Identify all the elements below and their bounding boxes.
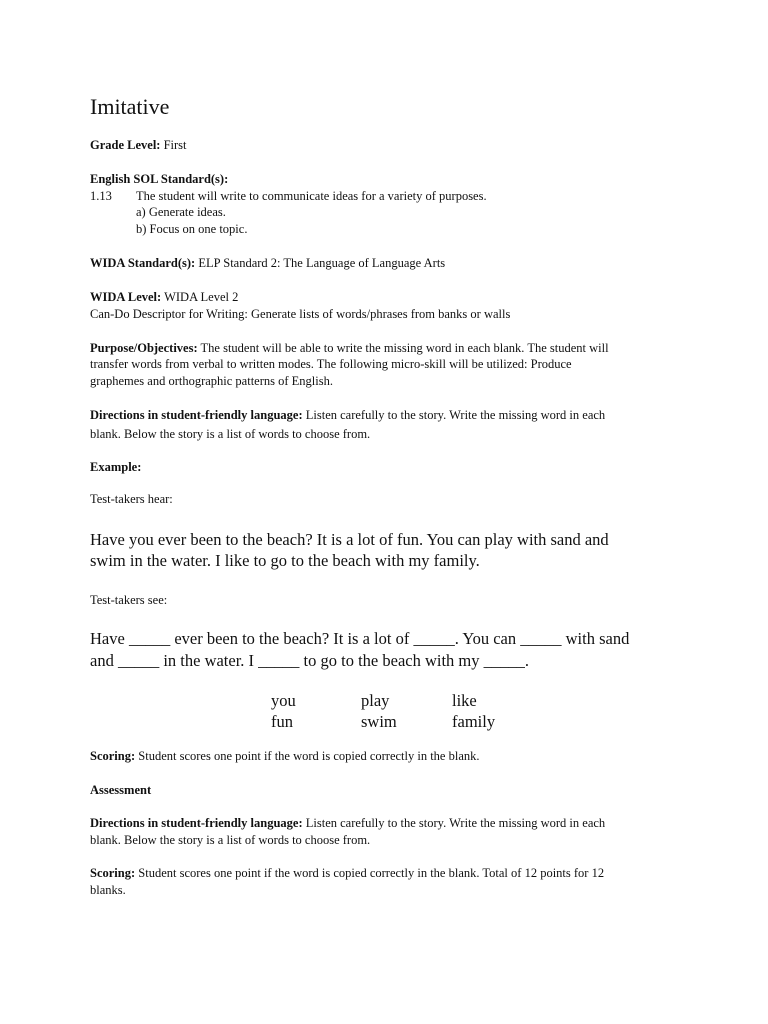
assessment-directions-label: Directions in student-friendly language:: [90, 816, 303, 830]
assessment-directions-line-1: [90, 815, 605, 832]
assessment-scoring-text-2: blanks.: [90, 883, 126, 897]
see-text-2: and _____ in the water. I _____ to go to the beach with my _____.: [90, 651, 530, 670]
see-text-1: Have _____ ever been to the beach? It is a lot of _____. You can _____ with sand: [90, 629, 630, 648]
grade-level-value: First: [163, 138, 187, 152]
wida-standard-label: WIDA Standard(s):: [90, 256, 196, 270]
sol-standard-label: English SOL Standard(s):: [90, 172, 229, 186]
assessment-directions-text-1: Listen carefully to the story. Write the missing word in each: [305, 816, 606, 830]
page-title: Imitative: [90, 94, 170, 119]
wida-standard-value: ELP Standard 2: The Language of Language Arts: [198, 256, 446, 270]
wida-level-value: WIDA Level 2: [164, 290, 239, 304]
assessment-scoring-text-1: Student scores one point if the word is copied correctly in the blank. Total of 12 points for 12: [138, 866, 605, 880]
sol-item-a: a) Generate ideas.: [136, 205, 226, 219]
word-bank-item: play: [361, 691, 390, 710]
purpose-text-3: graphemes and orthographic patterns of English.: [90, 374, 333, 388]
hear-text-1: Have you ever been to the beach? It is a lot of fun. You can play with sand and: [90, 530, 609, 549]
scoring-line: [90, 748, 480, 765]
purpose-text-2: transfer words from verbal to written modes. The following micro-skill will be utilized: Produce: [90, 357, 572, 371]
hear-text-2: swim in the water. I like to go to the beach with my family.: [90, 551, 480, 570]
purpose-text-1: The student will be able to write the missing word in each blank. The student will: [200, 341, 609, 355]
scoring-text: Student scores one point if the word is copied correctly in the blank.: [138, 749, 480, 763]
directions-line-1: [90, 407, 605, 424]
word-bank-item: like: [452, 691, 477, 710]
wida-standard-line: [90, 255, 445, 272]
directions-label: Directions in student-friendly language:: [90, 408, 303, 422]
word-bank-item: swim: [361, 712, 397, 731]
sol-standard-text: The student will write to communicate ideas for a variety of purposes.: [136, 189, 487, 203]
assessment-scoring-line-1: [90, 865, 604, 882]
word-bank-item: family: [452, 712, 496, 731]
sol-standard-number: 1.13: [90, 189, 112, 203]
assessment-heading: Assessment: [90, 783, 152, 797]
purpose-line-1: [90, 340, 609, 357]
directions-text-2: blank. Below the story is a list of words to choose from.: [90, 427, 371, 441]
hear-label: Test-takers hear:: [90, 492, 173, 506]
directions-text-1: Listen carefully to the story. Write the missing word in each: [305, 408, 606, 422]
example-label: Example:: [90, 460, 142, 474]
wida-level-label: WIDA Level:: [90, 290, 162, 304]
scoring-label: Scoring:: [90, 749, 136, 763]
see-label: Test-takers see:: [90, 593, 168, 607]
wida-level-line: [90, 289, 238, 306]
assessment-scoring-label: Scoring:: [90, 866, 136, 880]
assessment-directions-text-2: blank. Below the story is a list of words to choose from.: [90, 833, 371, 847]
grade-level-line: [90, 137, 187, 154]
word-bank-item: fun: [271, 712, 293, 731]
sol-item-b: b) Focus on one topic.: [136, 222, 248, 236]
can-do-descriptor: Can-Do Descriptor for Writing: Generate lists of words/phrases from banks or walls: [90, 307, 511, 321]
grade-level-label: Grade Level:: [90, 138, 161, 152]
word-bank-item: you: [271, 691, 296, 710]
purpose-label: Purpose/Objectives:: [90, 341, 198, 355]
